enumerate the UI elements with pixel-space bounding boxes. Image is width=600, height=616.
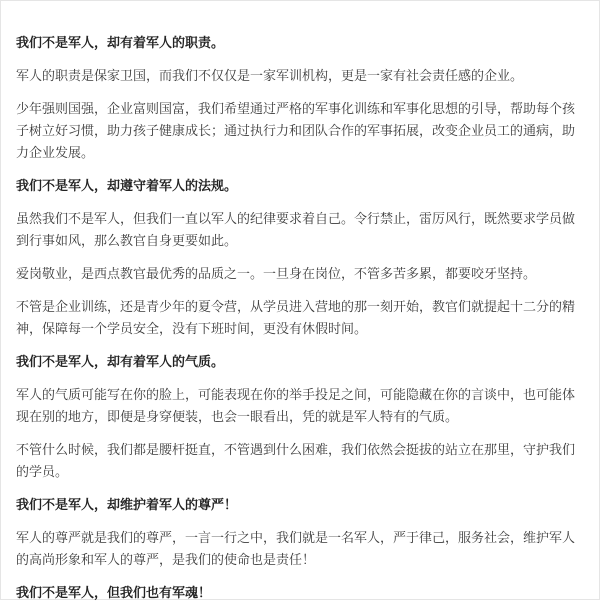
paragraph-regulations-1: 虽然我们不是军人，但我们一直以军人的纪律要求着自己。令行禁止，雷厉风行，既然要求学员做到行事如风，那么教官自身更要如此。	[16, 212, 576, 249]
paragraph-temperament-1: 军人的气质可能写在你的脸上，可能表现在你的举手投足之间，可能隐藏在你的言谈中，也可能体现在别的地方，即便是身穿便装，也会一眼看出，凭的就是军人特有的气质。	[16, 388, 576, 425]
article-body	[16, 33, 586, 616]
paragraph-dignity-1: 军人的尊严就是我们的尊严，一言一行之中，我们就是一名军人，严于律己，服务社会，维护军人的高尚形象和军人的尊严，是我们的使命也是责任！	[16, 531, 576, 568]
paragraph-regulations-3: 不管是企业训练，还是青少年的夏令营，从学员进入营地的那一刻开始，教官们就提起十二分的精神，保障每一个学员安全，没有下班时间，更没有休假时间。	[16, 300, 576, 337]
paragraph-duty-2: 少年强则国强，企业富则国富，我们希望通过严格的军事化训练和军事化思想的引导，帮助每个孩子树立好习惯，助力孩子健康成长；通过执行力和团队合作的军事拓展，改变企业员工的通病，助力企业发展。	[16, 102, 576, 161]
section-heading-soul: 我们不是军人，但我们也有军魂！	[16, 586, 212, 601]
section-heading-regulations: 我们不是军人，却遵守着军人的法规。	[16, 179, 238, 194]
section-heading-duty: 我们不是军人，却有着军人的职责。	[16, 36, 225, 51]
paragraph-regulations-2: 爱岗敬业，是西点教官最优秀的品质之一。一旦身在岗位，不管多苦多累，都要咬牙坚持。	[16, 267, 537, 282]
paragraph-temperament-2: 不管什么时候，我们都是腰杆挺直，不管遇到什么困难，我们依然会挺拔的站立在那里，守护我们的学员。	[16, 443, 576, 480]
section-heading-temperament: 我们不是军人，却有着军人的气质。	[16, 355, 225, 370]
paragraph-duty-1: 军人的职责是保家卫国，而我们不仅仅是一家军训机构，更是一家有社会责任感的企业。	[16, 69, 524, 84]
section-heading-dignity: 我们不是军人，却维护着军人的尊严！	[16, 498, 238, 513]
